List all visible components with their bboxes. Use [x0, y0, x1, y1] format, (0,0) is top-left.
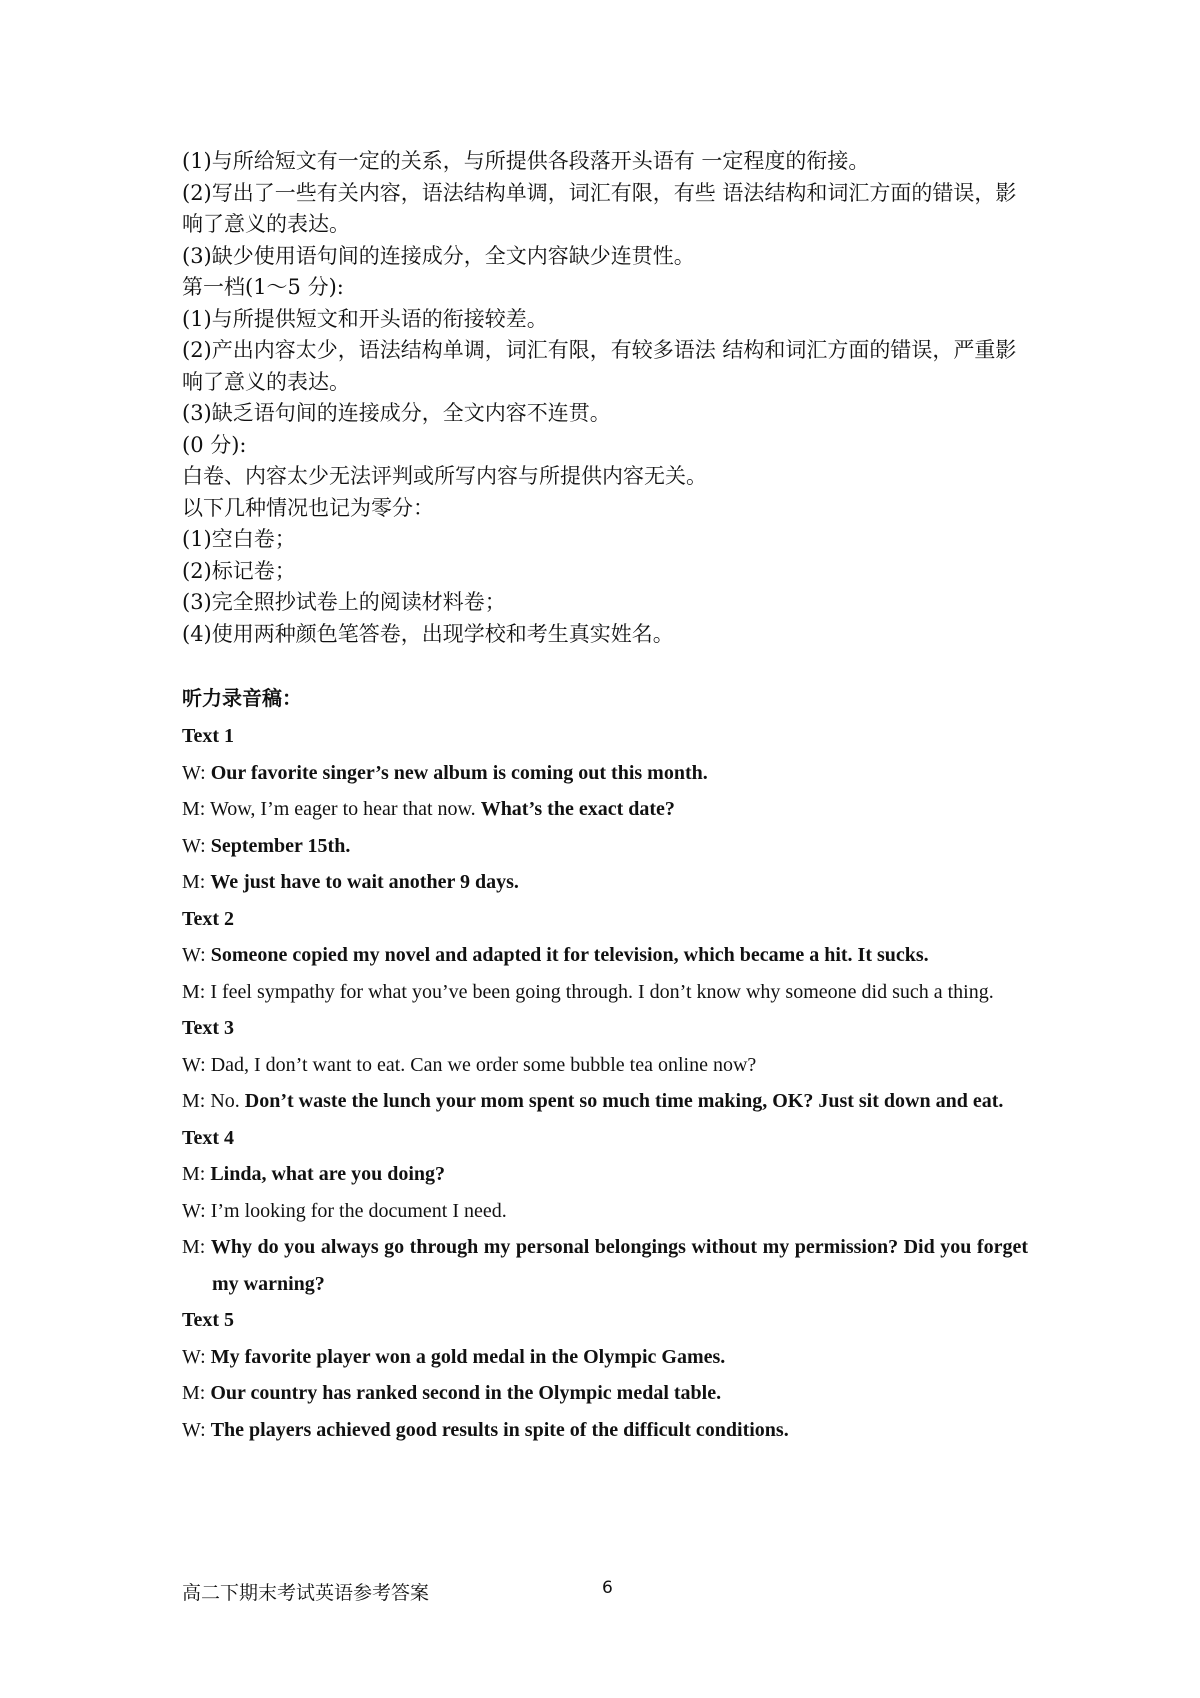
speaker-label: W: — [182, 761, 206, 784]
line-bold: Don’t waste the lunch your mom spent so much time making, OK? Just sit down and eat. — [244, 1090, 1004, 1112]
speaker-label: W: — [182, 1418, 206, 1441]
speaker-label: W: — [182, 1053, 206, 1076]
dialogue-line — [182, 755, 1028, 792]
dialogue-line — [182, 1339, 1028, 1376]
rubric-line: (2)写出了一些有关内容，语法结构单调，词汇有限，有些 语法结构和词汇方面的错误，影响了意义的表达。 — [182, 180, 1017, 236]
speaker-label: M: — [182, 1236, 206, 1258]
text-title: Text 3 — [182, 1017, 235, 1039]
text-title: Text 1 — [182, 725, 235, 747]
line-plain: I’m looking for the document I need. — [210, 1199, 507, 1222]
listening-transcript — [182, 680, 1028, 1448]
speaker-label: W: — [182, 834, 206, 857]
dialogue-line — [182, 1412, 1028, 1449]
rubric-line: 第一档(1～5 分): — [182, 275, 344, 299]
speaker-label: W: — [182, 944, 206, 966]
page-number: 6 — [602, 1578, 613, 1598]
speaker-label: M: — [182, 798, 206, 820]
line-bold: September 15th. — [210, 834, 351, 857]
rubric-line: (4)使用两种颜色笔答卷，出现学校和考生真实姓名。 — [182, 621, 674, 646]
line-bold: The players achieved good results in spite of the difficult conditions. — [210, 1418, 789, 1441]
line-bold: Our country has ranked second in the Olympic medal table. — [210, 1382, 722, 1404]
text-title: Text 2 — [182, 907, 235, 930]
dialogue-line — [182, 1156, 1028, 1193]
line-plain: No. — [210, 1090, 240, 1112]
speaker-label: M: — [182, 1090, 206, 1112]
scoring-rubric — [182, 146, 1028, 650]
rubric-line: (1)空白卷； — [182, 527, 296, 551]
rubric-line: (1)与所提供短文和开头语的衔接较差。 — [182, 306, 548, 331]
rubric-line: (2)标记卷； — [182, 558, 296, 583]
rubric-line: 白卷、内容太少无法评判或所写内容与所提供内容无关。 — [182, 464, 707, 488]
page-footer — [182, 1578, 1028, 1608]
dialogue-line — [182, 1229, 1028, 1302]
text-title: Text 4 — [182, 1126, 235, 1149]
text-title: Text 5 — [182, 1309, 235, 1331]
speaker-label: W: — [182, 1345, 206, 1368]
line-bold: Someone copied my novel and adapted it for television, which became a hit. It sucks. — [210, 944, 929, 966]
line-bold: Our favorite singer’s new album is coming out this month. — [210, 761, 708, 784]
line-bold: My favorite player won a gold medal in the Olympic Games. — [210, 1345, 726, 1368]
speaker-label: M: — [182, 980, 206, 1003]
rubric-line: (2)产出内容太少，语法结构单调，词汇有限，有较多语法 结构和词汇方面的错误，严重影响了意义的表达。 — [182, 338, 1017, 394]
footer-doc-title: 高二下期末考试英语参考答案 — [182, 1582, 430, 1604]
line-bold: What’s the exact date? — [480, 798, 675, 820]
rubric-line: (1)与所给短文有一定的关系，与所提供各段落开头语有 一定程度的衔接。 — [182, 149, 870, 173]
rubric-line: (3)缺少使用语句间的连接成分，全文内容缺少连贯性。 — [182, 243, 695, 268]
rubric-line: 以下几种情况也记为零分： — [182, 495, 434, 520]
speaker-label: W: — [182, 1199, 206, 1222]
line-bold: Why do you always go through my personal belongings without my permission? Did you forget my warning? — [210, 1236, 1028, 1295]
line-bold: Linda, what are you doing? — [210, 1163, 446, 1185]
line-plain: Wow, I’m eager to hear that now. — [209, 798, 476, 820]
speaker-label: M: — [182, 871, 206, 893]
dialogue-line — [182, 1083, 1028, 1120]
line-plain: Dad, I don’t want to eat. Can we order some bubble tea online now? — [210, 1053, 757, 1076]
dialogue-line — [182, 1193, 1028, 1230]
rubric-line: (3)缺乏语句间的连接成分，全文内容不连贯。 — [182, 401, 611, 425]
transcript-heading: 听力录音稿： — [182, 686, 302, 710]
speaker-label: M: — [182, 1163, 206, 1185]
dialogue-line — [182, 974, 1028, 1011]
dialogue-line — [182, 1375, 1028, 1412]
dialogue-line — [182, 1047, 1028, 1084]
rubric-line: (0 分): — [182, 432, 247, 457]
line-plain: I feel sympathy for what you’ve been going through. I don’t know why someone did such a thing. — [210, 980, 994, 1003]
dialogue-line — [182, 937, 1028, 974]
rubric-line: (3)完全照抄试卷上的阅读材料卷； — [182, 590, 506, 614]
dialogue-line — [182, 864, 1028, 901]
speaker-label: M: — [182, 1382, 206, 1404]
line-bold: We just have to wait another 9 days. — [210, 871, 519, 893]
dialogue-line — [182, 828, 1028, 865]
dialogue-line — [182, 791, 1028, 828]
